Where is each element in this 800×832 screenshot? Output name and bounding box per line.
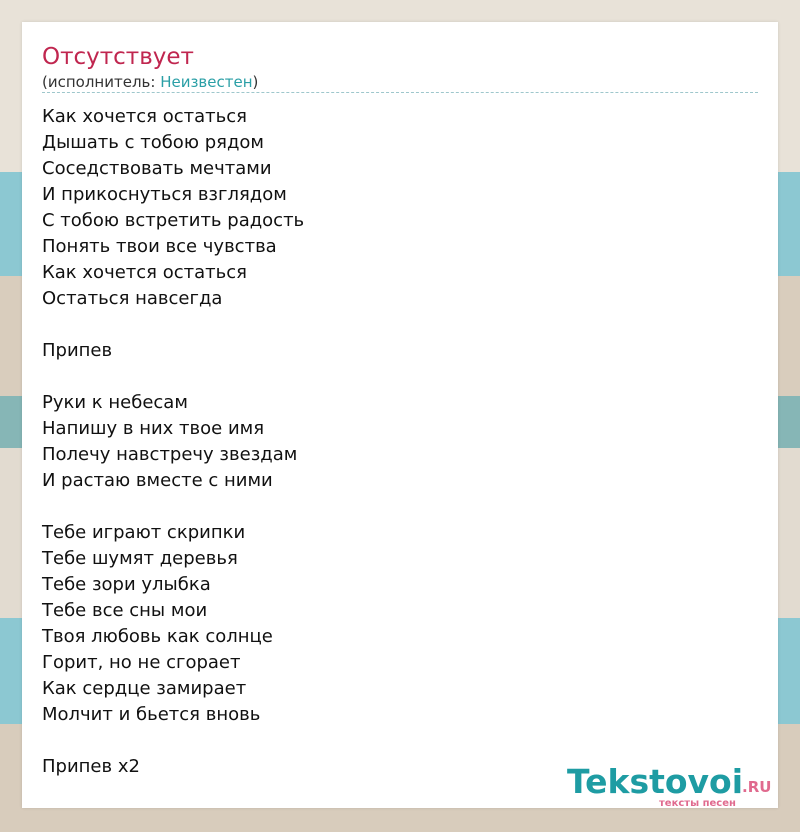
logo-wordmark: Tekstovoi xyxy=(567,762,744,801)
artist-prefix: (исполнитель: xyxy=(42,73,161,91)
logo-tagline: тексты песен xyxy=(659,798,736,809)
site-logo[interactable] xyxy=(567,762,777,808)
artist-suffix: ) xyxy=(252,73,259,91)
lyrics-text: Как хочется остаться Дышать с тобою рядом Соседствовать мечтами И прикоснуться взглядом С тобою встретить радость Понять твои все чувства Как хочется остаться Остаться навсегда Припев Руки к небесам Напишу в них твое имя Полечу навстречу звездам И растаю вместе с ними Тебе играют скрипки Тебе шумят деревья Тебе зори улыбка Тебе все сны мои Твоя любовь как солнце Горит, но не сгорает Как сердце замирает Молчит и бьется вновь Припев х2 xyxy=(42,106,305,777)
lyrics-card xyxy=(22,22,778,808)
divider xyxy=(42,92,758,93)
artist-line xyxy=(42,72,258,92)
song-title: Отсутствует xyxy=(42,44,194,70)
logo-domain: .RU xyxy=(742,778,772,796)
artist-link[interactable]: Неизвестен xyxy=(160,73,253,91)
